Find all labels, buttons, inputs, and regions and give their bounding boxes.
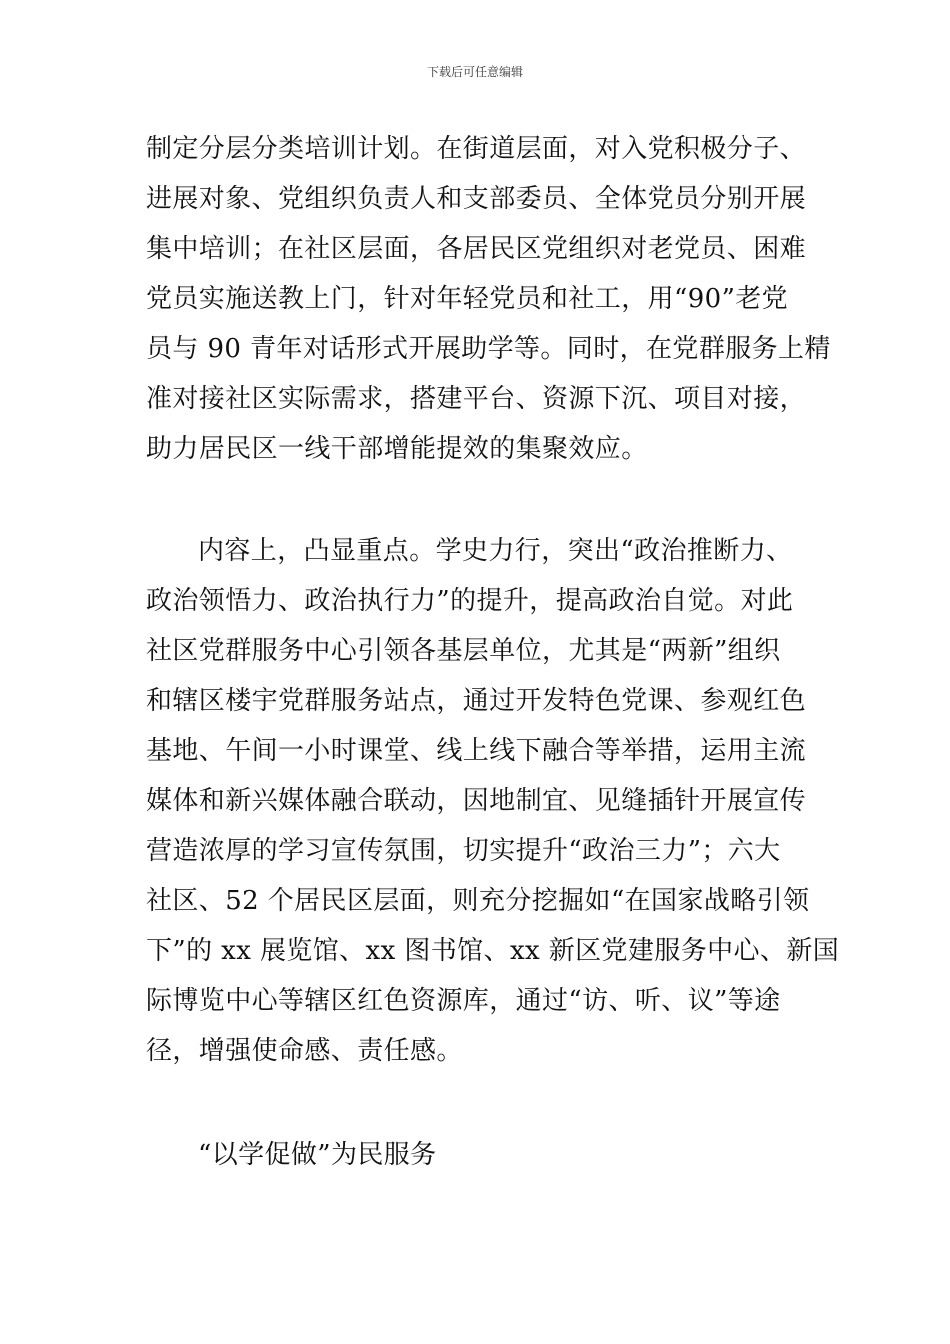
paragraph-line: 际博览中心等辖区红色资源库，通过“访、听、议”等途 bbox=[146, 986, 781, 1016]
paragraph-line: 党员实施送教上门，针对年轻党员和社工，用“90”老党 bbox=[146, 284, 789, 314]
paragraph-line: 助力居民区一线干部增能提效的集聚效应。 bbox=[146, 434, 648, 464]
paragraph-line: 社区、52 个居民区层面，则充分挖掘如“在国家战略引领 bbox=[146, 886, 810, 916]
paragraph-line: 营造浓厚的学习宣传氛围，切实提升“政治三力”；六大 bbox=[146, 836, 781, 866]
paragraph-line: 径，增强使命感、责任感。 bbox=[146, 1036, 463, 1066]
paragraph-line: 员与 90 青年对话形式开展助学等。同时，在党群服务上精 bbox=[146, 334, 831, 364]
paragraph-line: 社区党群服务中心引领各基层单位，尤其是“两新”组织 bbox=[146, 636, 781, 666]
paragraph-1 bbox=[146, 124, 831, 474]
paragraph-line: 内容上，凸显重点。学史力行，突出“政治推断力、 bbox=[198, 536, 793, 566]
paragraph-line: 基地、午间一小时课堂、线上线下融合等举措，运用主流 bbox=[146, 736, 807, 766]
paragraph-2 bbox=[146, 526, 840, 1076]
paragraph-line: 下”的 xx 展览馆、xx 图书馆、xx 新区党建服务中心、新国 bbox=[146, 936, 840, 966]
paragraph-line: 准对接社区实际需求，搭建平台、资源下沉、项目对接， bbox=[146, 384, 807, 414]
paragraph-line: 集中培训；在社区层面，各居民区党组织对老党员、困难 bbox=[146, 234, 807, 264]
paragraph-line: 制定分层分类培训计划。在街道层面，对入党积极分子、 bbox=[146, 134, 807, 164]
paragraph-spacer bbox=[146, 474, 810, 526]
paragraph-line: 和辖区楼宇党群服务站点，通过开发特色党课、参观红色 bbox=[146, 686, 807, 716]
section-heading: “以学促做”为民服务 bbox=[198, 1140, 437, 1170]
page-header: 下载后可任意编辑 bbox=[426, 65, 523, 79]
paragraph-line: 政治领悟力、政治执行力”的提升，提高政治自觉。对此 bbox=[146, 586, 794, 616]
paragraph-line: 进展对象、党组织负责人和支部委员、全体党员分别开展 bbox=[146, 184, 807, 214]
document-body bbox=[146, 124, 840, 1180]
paragraph-spacer bbox=[146, 1076, 810, 1130]
paragraph-line: 媒体和新兴媒体融合联动，因地制宜、见缝插针开展宣传 bbox=[146, 786, 807, 816]
